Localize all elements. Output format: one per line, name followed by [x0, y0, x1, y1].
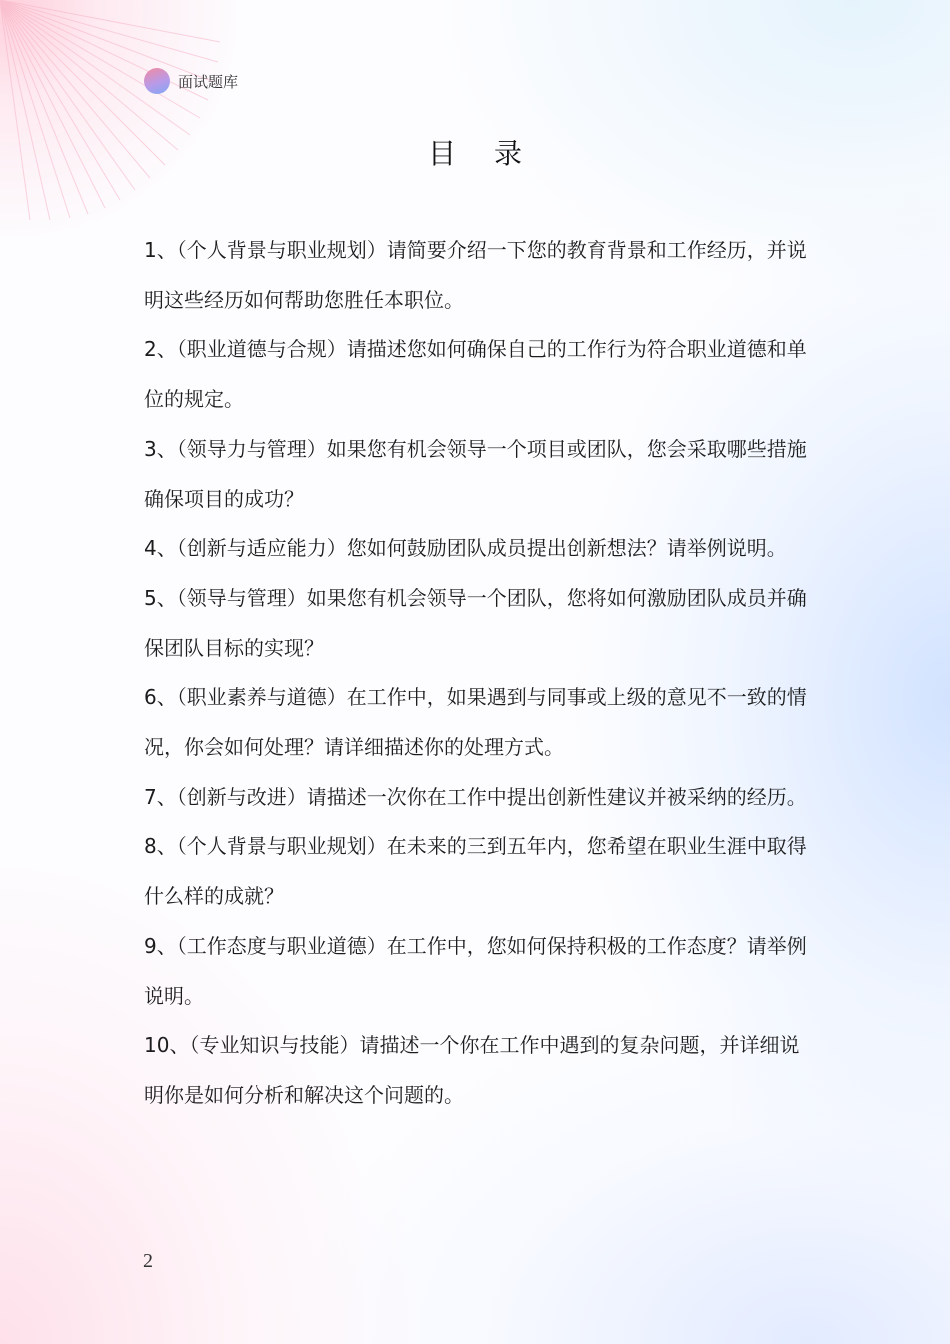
document-header: [144, 68, 238, 94]
toc-item: 5、（领导与管理）如果您有机会领导一个团队，您将如何激励团队成员并确保团队目标的实现？: [144, 585, 807, 660]
toc-item: 7、（创新与改进）请描述一次你在工作中提出创新性建议并被采纳的经历。: [144, 784, 807, 809]
toc-item: 2、（职业道德与合规）请描述您如何确保自己的工作行为符合职业道德和单位的规定。: [144, 337, 807, 412]
toc-item: 4、（创新与适应能力）您如何鼓励团队成员提出创新想法？请举例说明。: [144, 536, 787, 561]
toc-item: 6、（职业素养与道德）在工作中，如果遇到与同事或上级的意见不一致的情况，你会如何处理？请详细描述你的处理方式。: [144, 685, 807, 760]
table-of-contents: [144, 226, 814, 1121]
toc-item: 1、（个人背景与职业规划）请简要介绍一下您的教育背景和工作经历，并说明这些经历如何帮助您胜任本职位。: [144, 238, 807, 312]
toc-item: 3、（领导力与管理）如果您有机会领导一个项目或团队，您会采取哪些措施确保项目的成功？: [144, 436, 807, 511]
header-label: 面试题库: [178, 72, 239, 91]
page-number: 2: [143, 1250, 153, 1272]
page-title: 目录: [427, 137, 560, 170]
decorative-corner-lines: [0, 0, 260, 230]
toc-item: 8、（个人背景与职业规划）在未来的三到五年内，您希望在职业生涯中取得什么样的成就？: [144, 834, 807, 909]
toc-item: 9、（工作态度与职业道德）在工作中，您如何保持积极的工作态度？请举例说明。: [144, 933, 807, 1008]
logo-circle-icon: [144, 68, 170, 94]
toc-item: 10、（专业知识与技能）请描述一个你在工作中遇到的复杂问题，并详细说明你是如何分析和解决这个问题的。: [144, 1033, 800, 1107]
